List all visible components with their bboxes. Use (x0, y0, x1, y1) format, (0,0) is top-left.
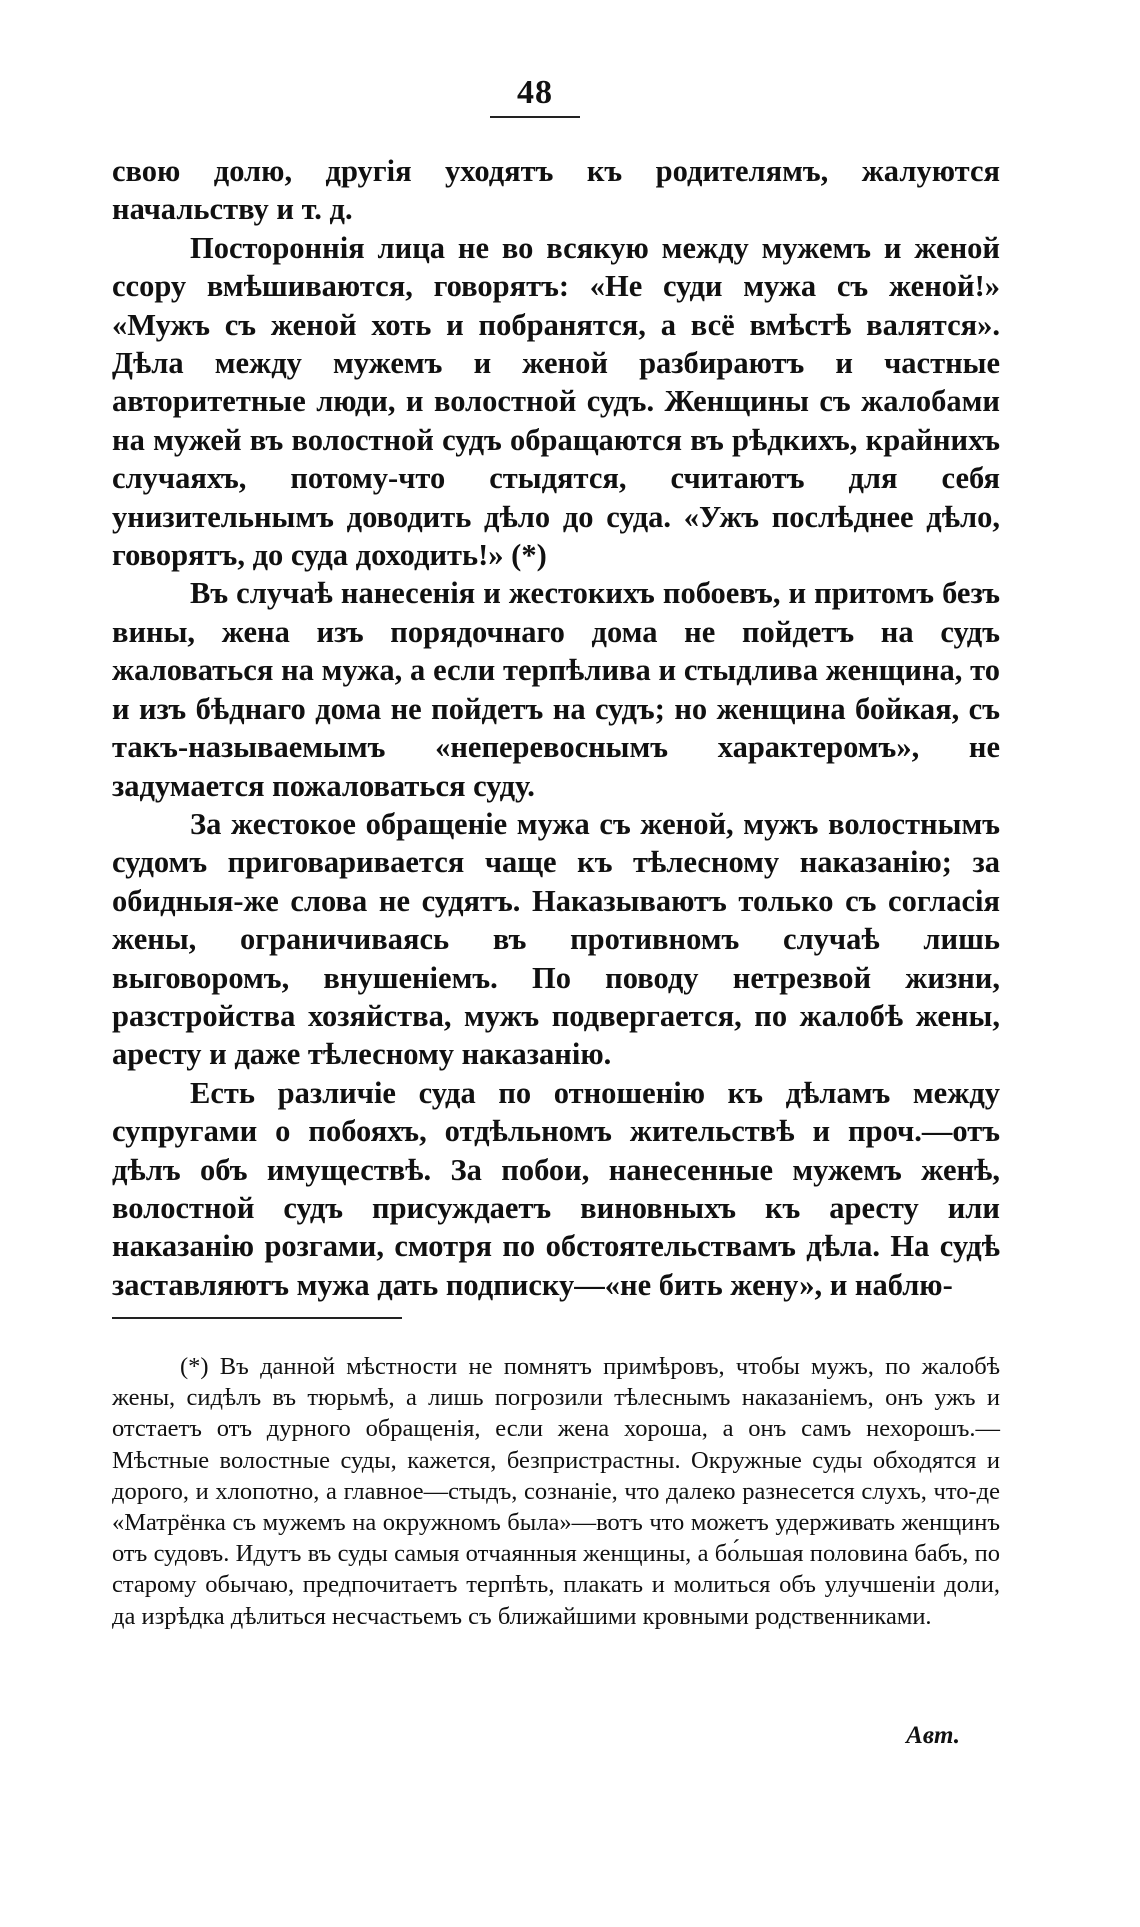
footnote-signature: Авт. (906, 1722, 960, 1749)
main-text (112, 152, 1000, 1304)
paragraph: Въ случаѣ нанесенія и жестокихъ побоевъ, и притомъ безъ вины, жена изъ порядочнаго дома не пойдетъ на судъ жаловаться на мужа, а если терпѣлива и стыдлива женщина, то и изъ бѣднаго дома не пойдетъ на судъ; но женщина бойкая, съ такъ-называемымъ «неперевоснымъ характеромъ», не задумается пожаловаться суду. (112, 576, 1000, 803)
footnote (112, 1351, 1000, 1632)
paragraph-continuation: свою долю, другія уходятъ къ родителямъ, жалуются начальству и т. д. (112, 154, 1000, 227)
paragraph: Есть различіе суда по отношенію къ дѣламъ между супругами о побояхъ, отдѣльномъ жительствѣ и проч.—отъ дѣлъ объ имуществѣ. За побои, нанесенные мужемъ женѣ, волостной судъ присуждаетъ виновныхъ къ аресту или наказанію розгами, смотря по обстоятельствамъ дѣла. На судѣ заставляютъ мужа дать подписку—«не бить жену», и наблю- (112, 1075, 1000, 1302)
paragraph: Постороннія лица не во всякую между мужемъ и женой ссору вмѣшиваются, говорятъ: «Не суди мужа съ женой!» «Мужъ съ женой хоть и побранятся, а всё вмѣстѣ валятся». Дѣла между мужемъ и женой разбираютъ и частные авторитетные люди, и волостной судъ. Женщины съ жалобами на мужей въ волостной судъ обращаются въ рѣдкихъ, крайнихъ случаяхъ, потому-что стыдятся, считаютъ для себя унизительнымъ доводить дѣло до суда. «Ужъ послѣднее дѣло, говорятъ, до суда доходить!» (*) (112, 230, 1000, 573)
page-number: 48 (517, 74, 553, 111)
footnote-separator (112, 1317, 402, 1319)
paragraph: За жестокое обращеніе мужа съ женой, мужъ волостнымъ судомъ приговаривается чаще къ тѣлесному наказанію; за обидныя-же слова не судятъ. Наказываютъ только съ согласія жены, ограничиваясь въ противномъ случаѣ лишь выговоромъ, внушеніемъ. По поводу нетрезвой жизни, разстройства хозяйства, мужъ подвергается, по жалобѣ жены, аресту и даже тѣлесному наказанію. (112, 806, 1000, 1072)
footnote-text: (*) Въ данной мѣстности не помнятъ примѣровъ, чтобы мужъ, по жалобѣ жены, сидѣлъ въ тюрьмѣ, а лишь погрозили тѣлеснымъ наказаніемъ, онъ ужъ и отстаетъ отъ дурного обращенія, если жена хороша, а онъ самъ нехорошъ.—Мѣстные волостные суды, кажется, безпристрастны. Окружные суды обходятся и дорого, и хлопотно, а главное—стыдъ, сознаніе, что далеко разнесется слухъ, что-де «Матрёнка съ мужемъ на окружномъ была»—вотъ что можетъ удерживать женщинъ отъ судовъ. Идутъ въ суды самыя отчаянныя женщины, а бо́льшая половина бабъ, по старому обычаю, предпочитаетъ терпѣть, плакать и молиться объ улучшеніи доли, да изрѣдка дѣлиться несчастьемъ съ ближайшими кровными родственниками. (112, 1353, 1000, 1630)
page-number-rule (490, 116, 580, 118)
